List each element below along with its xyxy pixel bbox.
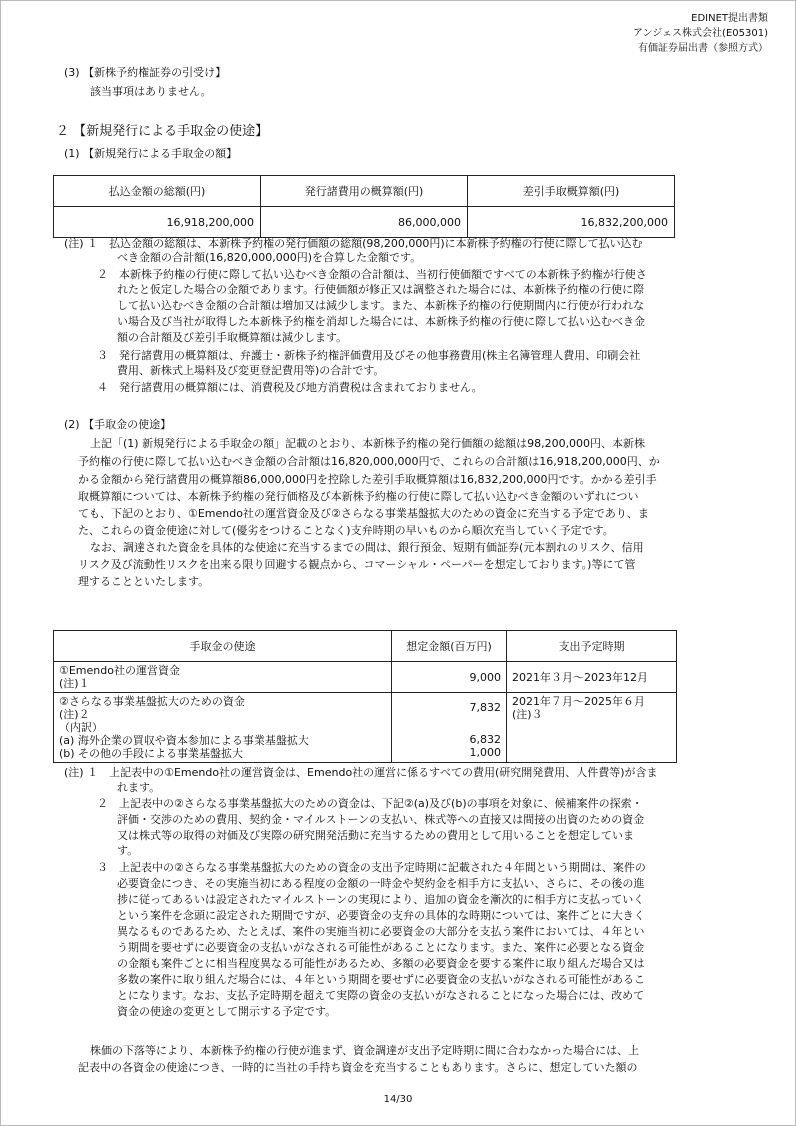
note2-line: の金額も案件ごとに相当程度異なる可能性があるため、多額の必要資金を要する案件に取り組んだ場合又は	[117, 957, 645, 970]
note2-line: とになります。なお、支払予定時期を超えて実際の資金の支払いがなされることになった場合には、改めて	[117, 989, 645, 1002]
use-paragraph-line: た、これらの資金使途に対して(優劣をつけることなく)支弁時期の早いものから順次充当していく予定です。	[78, 524, 614, 537]
row2-breakdown-label: （内訳）	[59, 721, 103, 734]
header-net-proceeds: 差引手取概算額(円)	[468, 176, 675, 207]
header-period: 支出予定時期	[507, 631, 677, 662]
row2-amount-a: 6,832	[469, 733, 501, 746]
subsection-1-heading: (1) 【新規発行による手取金の額】	[64, 147, 238, 160]
note2-line: す。	[117, 844, 139, 857]
row2-amounts	[392, 693, 507, 763]
section-3-heading: (3) 【新株予約権証券の引受け】	[64, 66, 227, 79]
row1-period: 2021年３月～2023年12月	[507, 662, 677, 693]
note2-line: 捗に従ってあるいは設定されたマイルストーンの実現により、追加の資金を漸次的に相手方に支払っていく	[117, 893, 645, 906]
note2-line: 必要資金につき、その実施当初にある程度の金額の一時金や契約金を相手方に支払い、さらに、その後の進	[117, 877, 645, 890]
note2-line: 又は株式等の取得の対価及び実際の研究開発活動に充当するための費用として用いることを想定していま	[117, 829, 634, 842]
note1-line: べき金額の合計額(16,820,000,000円)を合算した金額です。	[117, 251, 422, 264]
use-paragraph-line: 予約権の行使に際して払い込むべき金額の合計額は16,820,000,000円で、これらの合計額は16,918,200,000円、か	[78, 455, 660, 468]
note1-line: ２ 本新株予約権の行使に際して払い込むべき金額の合計額は、当初行使価額ですべての本新株予約権が行使さ	[97, 268, 647, 281]
row1-use-note: (注)１	[59, 677, 90, 690]
row2-item-a: (a) 海外企業の買収や資本参加による事業基盤拡大	[59, 734, 309, 747]
note2-line: (注) １ 上記表中の①Emendo社の運営資金は、Emendo社の運営に係るすべての費用(研究開発費用、人件費等)が含ま	[64, 766, 658, 779]
proceeds-table	[53, 175, 675, 238]
note2-line: 異なるものであるため、たとえば、案件の実施当初に必要資金の大部分を支払う案件においては、４年とい	[117, 925, 645, 938]
section-2-heading: ２ 【新規発行による手取金の使途】	[56, 124, 269, 139]
value-total-payment: 16,918,200,000	[54, 207, 261, 238]
row1-use	[54, 662, 392, 693]
header-amount: 想定金額(百万円)	[392, 631, 507, 662]
use-paragraph-line: 取概算額については、本新株予約権の発行価格及び本新株予約権の行使に際して払い込むべき金額のいずれについ	[78, 490, 639, 503]
closing-line: 記表中の各資金の使途につき、一時的に当社の手持ち資金を充当することもあります。さらに、想定していた額の	[78, 1061, 638, 1074]
use-paragraph-line: かる金額から発行諸費用の概算額86,000,000円を控除した差引手取概算額は16,832,200,000円です。かかる差引手	[78, 473, 657, 486]
note1-line: して払い込むべき金額の合計額は増加又は減少します。また、本新株予約権の行使期間内に行使が行われな	[117, 299, 645, 312]
page-number: 14/30	[383, 1094, 413, 1105]
value-issuance-costs: 86,000,000	[261, 207, 468, 238]
use-of-proceeds-table	[53, 630, 677, 763]
row1-use-name: ①Emendo社の運営資金	[59, 664, 180, 677]
section-3-text: 該当事項はありません。	[90, 85, 212, 98]
row2-amount: 7,832	[469, 701, 501, 714]
note2-line: 評価・交渉のための費用、契約金・マイルストーンの支払い、株式等への直接又は間接の出資のための資金	[117, 813, 645, 826]
company-name: アンジェス株式会社(E05301)	[632, 28, 768, 39]
note2-line: れます。	[117, 781, 161, 794]
row2-period	[507, 693, 677, 763]
use-paragraph-line: ても、下記のとおり、①Emendo社の運営資金及び②さらなる事業基盤拡大のための資金に充当する予定であり、ま	[78, 507, 649, 520]
use-paragraph-line: 理することといたします。	[78, 575, 210, 588]
use-paragraph-line: 上記「(1) 新規発行による手取金の額」記載のとおり、本新株予約権の発行価額の総額は98,200,000円、本新株	[90, 437, 646, 450]
edinet-label: EDINET提出書類	[691, 13, 768, 24]
row2-use	[54, 693, 392, 763]
note1-line: 費用、新株式上場料及び変更登記費用等)の合計です。	[117, 364, 385, 377]
note1-line: 額の合計額及び差引手取概算額は減少します。	[117, 331, 348, 344]
header-use: 手取金の使途	[54, 631, 392, 662]
closing-line: 株価の下落等により、本新株予約権の行使が進まず、資金調達が支出予定時期に間に合わなかった場合には、上	[90, 1044, 640, 1057]
row1-amount: 9,000	[392, 662, 507, 693]
row2-use-name: ②さらなる事業基盤拡大のための資金	[59, 695, 245, 708]
use-paragraph-line: リスク及び流動性リスクを出来る限り回避する観点から、コマーシャル・ペーパーを想定しております。)等にて管	[78, 558, 636, 571]
header-issuance-costs: 発行諸費用の概算額(円)	[261, 176, 468, 207]
header-total-payment: 払込金額の総額(円)	[54, 176, 261, 207]
value-net-proceeds: 16,832,200,000	[468, 207, 675, 238]
note1-line: (注) １ 払込金額の総額は、本新株予約権の発行価額の総額(98,200,000円)に本新株予約権の行使に際して払い込む	[64, 237, 643, 250]
document-type: 有価証券届出書（参照方式）	[638, 43, 768, 54]
row2-period-note: (注)３	[512, 708, 543, 721]
note1-line: れたと仮定した場合の金額であります。行使価額が修正又は調整された場合には、本新株予約権の行使に際	[117, 283, 645, 296]
row2-use-note: (注)２	[59, 708, 90, 721]
note1-line: ４ 発行諸費用の概算額には、消費税及び地方消費税は含まれておりません。	[97, 381, 483, 394]
note1-line: い場合及び当社が取得した本新株予約権を消却した場合には、本新株予約権の行使に際して払い込むべき金	[117, 315, 645, 328]
note2-line: ３ 上記表中の②さらなる事業基盤拡大のための資金の支出予定時期に記載された４年間という期間は、案件の	[97, 861, 646, 874]
row2-amount-b: 1,000	[469, 746, 501, 759]
use-paragraph-line: なお、調達された資金を具体的な使途に充当するまでの間は、銀行預金、短期有価証券(元本割れのリスク、信用	[90, 541, 644, 554]
row2-item-b: (b) その他の手段による事業基盤拡大	[59, 747, 244, 760]
note2-line: 多数の案件に取り組んだ場合には、４年という期間を要せずに必要資金の支払いがなされる可能性があるこ	[117, 973, 645, 986]
note2-line: 資金の使途の変更として開示する予定です。	[117, 1005, 337, 1018]
note2-line: う期間を要せずに必要資金の支払いがなされる可能性があることになります。また、案件に必要となる資金	[117, 941, 645, 954]
note1-line: ３ 発行諸費用の概算額は、弁護士・新株予約権評価費用及びその他事務費用(株主名簿管理人費用、印刷会社	[97, 349, 641, 362]
note2-line: という案件を念頭に設定された期間ですが、必要資金の支弁の具体的な時期については、案件ごとに大きく	[117, 909, 645, 922]
note2-line: ２ 上記表中の②さらなる事業基盤拡大のための資金は、下記②(a)及び(b)の事項を対象に、候補案件の探索・	[97, 797, 643, 810]
subsection-2-heading: (2) 【手取金の使途】	[64, 418, 172, 431]
row2-period-range: 2021年７月～2025年６月	[512, 695, 645, 708]
